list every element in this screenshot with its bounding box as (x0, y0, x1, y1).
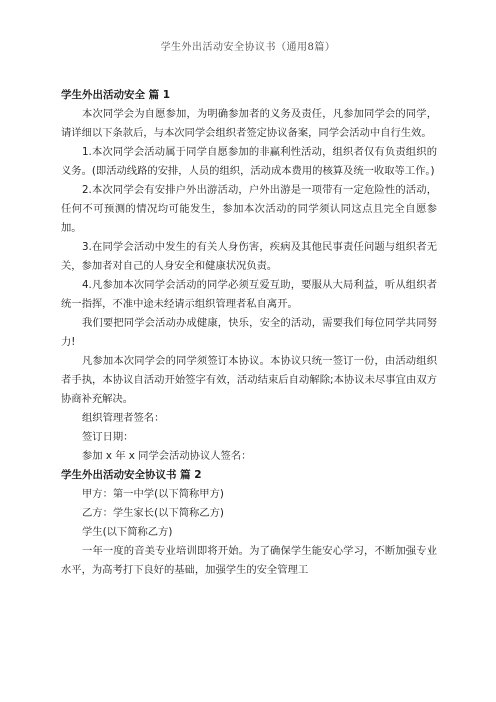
signature-line-participant: 参加 x 年 x 同学会活动协议人签名： (82, 450, 252, 462)
paragraph: 本次同学会为自愿参加，为明确参加者的义务及责任，凡参加同学会的同学，请详细以下条款后，与本次同学会组织者签定协议备案，同学会活动中自行生效。 (61, 108, 437, 139)
paragraph: 3.在同学会活动中发生的有关人身伤害，疾病及其他民事责任问题与组织者无关，参加者对自己的人身安全和健康状况负责。 (61, 241, 437, 272)
signature-line-date: 签订日期： (82, 431, 134, 443)
signature-line-organizer: 组织管理者签名： (82, 412, 165, 424)
section-heading-1: 学生外出活动安全 篇 1 (61, 89, 171, 101)
paragraph: 2.本次同学会有安排户外出游活动，户外出游是一项带有一定危险性的活动，任何不可预测的情况均可能发生，参加本次活动的同学须认同这点且完全自愿参加。 (61, 184, 437, 234)
paragraph: 一年一度的音美专业培训即将开始。为了确保学生能安心学习，不断加强专业水平，为高考打下良好的基础，加强学生的安全管理工 (61, 545, 437, 576)
paragraph: 1.本次同学会活动属于同学自愿参加的非赢利性活动，组织者仅有负责组织的义务。(即活动线路的安排，人员的组织，活动成本费用的核算及统一收取等工作。) (61, 146, 437, 177)
paragraph: 我们要把同学会活动办成健康，快乐，安全的活动，需要我们每位同学共同努力! (61, 317, 437, 348)
document-title: 学生外出活动安全协议书（通用8篇） (160, 42, 336, 53)
section-heading-2: 学生外出活动安全协议书 篇 2 (61, 469, 202, 481)
paragraph: 4.凡参加本次同学会活动的同学必须互爱互助，要服从大局利益，听从组织者统一指挥，不准中途未经请示组织管理者私自离开。 (61, 279, 437, 310)
paragraph: 凡参加本次同学会的同学须签订本协议。本协议只统一签订一份，由活动组织者手执，本协议自活动开始签字有效，活动结束后自动解除;本协议未尽事宜由双方协商补充解决。 (61, 355, 437, 405)
document-body (61, 86, 437, 580)
party-b-line: 乙方：学生家长(以下简称乙方) (82, 507, 224, 519)
party-a-line: 甲方：第一中学(以下简称甲方) (82, 488, 224, 500)
student-line: 学生(以下简称乙方) (82, 526, 173, 538)
